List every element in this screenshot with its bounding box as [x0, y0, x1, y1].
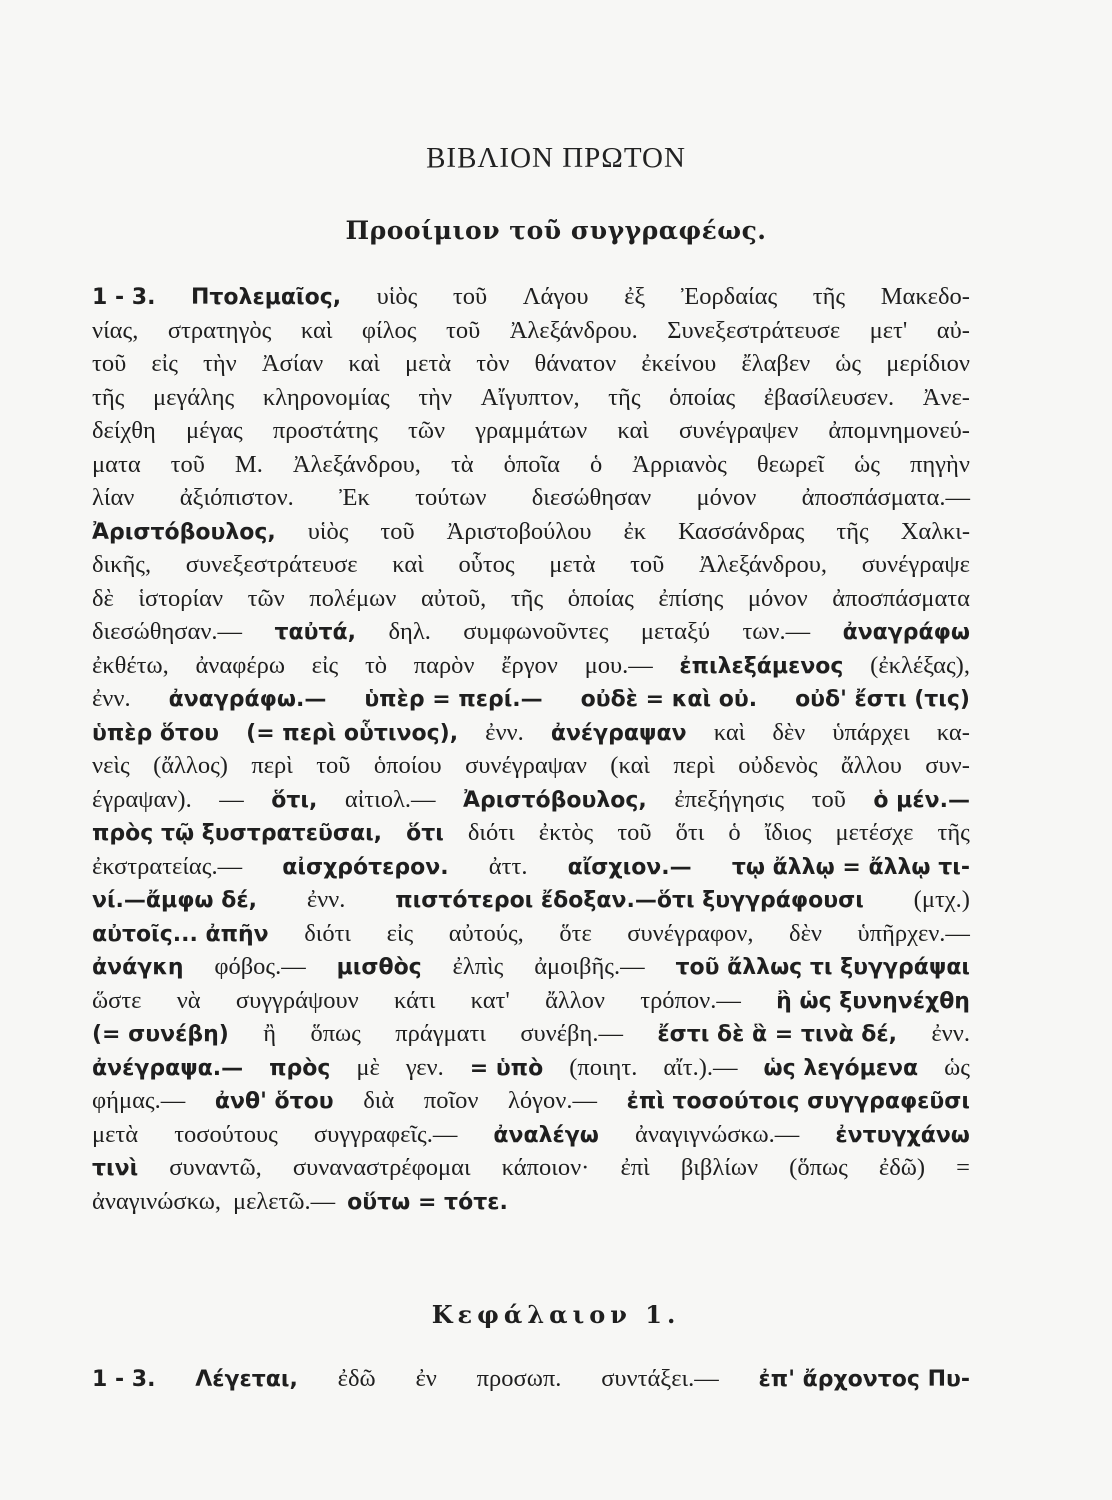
word: ἐπεξήγησις: [674, 785, 785, 813]
lemma-term: αἰσχρότερον.: [282, 854, 449, 880]
word: έγραψαν).: [92, 785, 192, 813]
word: τὸν: [476, 350, 510, 377]
word: (ὅπως: [789, 1154, 848, 1181]
word: τὴν: [203, 350, 237, 377]
word: συν-: [925, 752, 970, 779]
word: κληρονομίας: [262, 383, 390, 411]
word: ἀναφέρω: [195, 651, 285, 679]
text-line: [92, 1185, 970, 1219]
word: ὅτε: [559, 919, 592, 947]
word: ἄλλον: [545, 986, 605, 1014]
word: ἐκείνου: [641, 350, 717, 377]
word: μετέσχε: [835, 819, 914, 846]
word: ἴδιος: [764, 819, 812, 846]
word: τὰ: [450, 450, 474, 478]
lemma-term: ἐπ' ἄρχοντος Πυ-: [758, 1367, 970, 1392]
word: κάτι: [393, 986, 436, 1014]
word: Ἀριστοβούλου: [446, 517, 592, 545]
lemma-term: πρὸς τῷ ξυστρατεῦσαι,: [92, 821, 382, 846]
word: τοσούτους: [174, 1120, 278, 1148]
text-line: [92, 682, 970, 716]
text-line: [92, 984, 970, 1018]
word: τοῦ: [380, 517, 415, 545]
word: καὶ: [300, 316, 333, 344]
word: μου.—: [584, 651, 653, 679]
word: των.—: [742, 618, 811, 645]
word: εἰς: [386, 919, 414, 947]
word: ὁποίου: [373, 752, 442, 779]
text-line: [92, 950, 970, 984]
word: ὡς: [854, 450, 880, 478]
text-line: [92, 414, 970, 448]
lemma-term: Ἀριστόβουλος,: [463, 787, 647, 813]
text-line: [92, 615, 970, 649]
word: τὸ: [364, 651, 388, 679]
word: ἀναγινώσκω,: [92, 1187, 221, 1215]
chapter-title: Κεφάλαιον 1.: [431, 1300, 681, 1329]
word: γεν.: [405, 1053, 444, 1081]
word: τῆς: [812, 283, 846, 310]
word: τοῦ: [630, 551, 665, 578]
word: περὶ: [673, 752, 715, 779]
word: προστάτης: [272, 417, 378, 444]
word: ἱστορίαν: [138, 584, 224, 612]
word: αἰτιολ.—: [344, 785, 436, 813]
word: αὐ-: [936, 316, 970, 344]
word: τῆς: [608, 383, 641, 411]
word: τῶν: [247, 584, 285, 612]
word: συνέγραφον,: [627, 919, 754, 947]
word: τοῦ: [445, 316, 481, 344]
word: στρατηγὸς: [167, 316, 272, 344]
word: Ἀρριανὸς: [632, 450, 727, 478]
word: πράγματι: [395, 1020, 486, 1047]
word: θάνατον: [534, 350, 617, 377]
word: Κασσάνδρας: [678, 517, 805, 545]
lemma-term: νί.—ἄμφω δέ,: [92, 888, 257, 913]
lemma-term: ὁ μέν.—: [873, 787, 970, 813]
word: ἢ: [263, 1020, 277, 1047]
lemma-term: αἴσχιον.—: [567, 854, 692, 880]
word: Ἀλεξάνδρου,: [292, 450, 421, 478]
lemma-term: πρὸς: [269, 1055, 331, 1081]
word: ἐκτὸς: [538, 819, 594, 846]
text-line: [92, 481, 970, 515]
word: ὅτι: [675, 819, 705, 846]
word: συνέγραψε: [861, 551, 970, 578]
word: ἀναγιγνώσκω.—: [635, 1120, 800, 1148]
word: τῆς: [510, 584, 544, 612]
word: διεσώθησαν: [531, 484, 652, 511]
word: μόνον: [696, 484, 757, 511]
word: μετὰ: [92, 1120, 139, 1148]
text-line: [92, 1151, 970, 1185]
word: ὁποίας: [669, 383, 736, 411]
word: Αἴγυπτον,: [480, 383, 580, 411]
word: φίλος: [361, 316, 417, 344]
word: συνεξεστράτευσε: [185, 551, 358, 578]
word: ἐλπὶς: [452, 953, 504, 980]
word: περὶ: [251, 752, 293, 779]
word: (ἐκλέξας),: [870, 651, 970, 679]
text-line: [92, 816, 970, 850]
word: τοῦ: [617, 819, 652, 846]
word: τῆς: [92, 383, 125, 411]
word: τῆς: [937, 819, 970, 846]
word: Ἀνε-: [922, 383, 970, 411]
lemma-term: ἐντυγχάνω: [835, 1122, 970, 1148]
word: ἐνν.: [306, 886, 346, 913]
word: Ἀλεξάνδρου,: [698, 551, 828, 578]
word: (μτχ.): [913, 886, 970, 913]
lemma-term: ὡς λεγόμενα: [763, 1055, 919, 1081]
text-line: [92, 381, 970, 415]
lemma-term: αὐτοῖς... ἀπῆν: [92, 921, 269, 947]
word: τοῦ: [170, 450, 205, 478]
lemma-term: ταὐτά,: [274, 620, 357, 645]
word: θεωρεῖ: [756, 450, 825, 478]
word: διὰ: [363, 1087, 395, 1114]
word: πηγὴν: [910, 450, 970, 478]
word: μερίδιον: [886, 350, 970, 377]
word: ἐβασίλευσεν.: [763, 383, 895, 411]
word: καὶ: [713, 718, 746, 746]
word: ἐδῶ): [878, 1154, 926, 1181]
word: ἐνν.: [92, 685, 131, 712]
word: συγγράψουν: [235, 986, 359, 1014]
word: ἐνν.: [485, 718, 524, 746]
lemma-term: Λέγεται,: [195, 1367, 298, 1392]
word: ὡς: [944, 1053, 970, 1081]
word: συνέβη.—: [520, 1020, 623, 1047]
preface-title: Προοίμιον τοῦ συγγραφέως.: [345, 216, 767, 245]
word: καὶ: [392, 551, 424, 578]
word: ἀπομνημονεύ-: [828, 417, 970, 444]
word: μετὰ: [549, 551, 596, 578]
lemma-term: ἀναγράφω.—: [168, 687, 327, 712]
lemma-term: οὕτω = τότε.: [347, 1189, 508, 1215]
word: δηλ.: [388, 618, 431, 645]
word: τοῦ: [811, 785, 846, 813]
word: συνέγραψεν: [679, 417, 799, 444]
word: ἐνν.: [931, 1020, 970, 1047]
word: ὑπῆρχεν.—: [857, 919, 970, 947]
word: γραμμάτων: [475, 417, 588, 444]
text-line: [92, 280, 970, 314]
word: τῆς: [836, 517, 869, 545]
lemma-term: τῳ ἄλλῳ = ἄλλῳ τι-: [731, 854, 970, 880]
word: δὲ: [92, 584, 114, 612]
lemma-term: ὑπὲρ = περί.—: [364, 687, 543, 712]
lemma-term: ἔστι δὲ ἃ = τινὰ δέ,: [657, 1022, 897, 1047]
word: ὑπάρχει: [832, 718, 910, 746]
word: βιβλίων: [680, 1154, 759, 1181]
lemma-term: ἢ ὡς ξυνηνέχθη: [776, 988, 970, 1014]
word: ἔργον: [501, 651, 558, 679]
lemma-term: ἀνθ' ὅτου: [214, 1089, 334, 1114]
word: λόγον.—: [508, 1087, 597, 1114]
word: φόβος.—: [214, 953, 306, 980]
word: δείχθη: [92, 417, 156, 444]
word: αὐτοῦ,: [420, 584, 487, 612]
lemma-term: Πτολεμαῖος,: [190, 285, 342, 310]
text-line: [92, 1118, 970, 1152]
word: τρόπον.—: [640, 986, 741, 1014]
word: =: [956, 1154, 970, 1181]
lemma-term: 1 - 3.: [92, 1367, 156, 1392]
word: Συνεξεστράτευσε: [667, 316, 841, 344]
lemma-term: οὐδ' ἔστι (τις): [795, 687, 970, 712]
word: υἱὸς: [307, 517, 349, 545]
lemma-term: Ἀριστόβουλος,: [92, 519, 276, 545]
word: μόνον: [747, 584, 808, 612]
word: τὴν: [418, 383, 453, 411]
word: Μακεδο-: [880, 283, 970, 310]
text-line: [92, 716, 970, 750]
word: συναντῶ,: [169, 1154, 262, 1181]
text-line: [92, 649, 970, 683]
word: ἀττ.: [488, 852, 528, 880]
lemma-term: πιστότεροι ἔδοξαν.—ὅτι ξυγγράφουσι: [395, 888, 864, 913]
lemma-term: ὅτι: [406, 821, 444, 846]
lemma-term: οὐδὲ = καὶ οὐ.: [580, 687, 758, 712]
word: Ἐκ: [339, 484, 370, 511]
word: Χαλκι-: [900, 517, 970, 545]
word: καὶ: [348, 350, 380, 377]
word: διεσώθησαν.—: [92, 618, 243, 645]
lemma-term: 1 - 3.: [92, 285, 156, 310]
text-line: [92, 448, 970, 482]
text-line: [92, 1362, 970, 1396]
word: μετ': [869, 316, 908, 344]
word: εἰς: [151, 350, 178, 377]
word: συνέγραψαν: [465, 752, 587, 779]
word: φήμας.—: [92, 1087, 186, 1114]
word: Μ.: [234, 450, 263, 478]
word: ὥστε: [92, 986, 142, 1014]
word: τοῦ: [316, 752, 351, 779]
lemma-term: ἀνέγραψα.—: [92, 1055, 244, 1081]
book-title: ΒΙΒΛΙΟΝ ΠΡΩΤΟΝ: [426, 142, 686, 174]
text-line: [92, 347, 970, 381]
lemma-term: ἐπιλεξάμενος: [679, 653, 844, 679]
text-line: [92, 1084, 970, 1118]
lemma-term: τοῦ ἄλλως τι ξυγγράψαι: [675, 955, 970, 980]
lemma-term: (= συνέβη): [92, 1022, 229, 1047]
word: λίαν: [92, 484, 135, 511]
word: οὗτος: [458, 551, 515, 578]
word: Ἀσίαν: [261, 350, 324, 377]
text-line: [92, 1017, 970, 1051]
word: κατ': [470, 986, 510, 1014]
word: ἄλλου: [840, 752, 902, 779]
word: ὁποῖα: [503, 450, 560, 478]
word: ὅπως: [310, 1020, 361, 1047]
word: (ποιητ.: [569, 1053, 638, 1081]
word: διότι: [304, 919, 352, 947]
word: Ἐορδαίας: [680, 283, 778, 310]
word: τοῦ: [92, 350, 127, 377]
word: (ἄλλος): [153, 752, 228, 779]
word: κάποιον·: [501, 1154, 590, 1181]
word: κα-: [936, 718, 970, 746]
word: ἐκ: [623, 517, 647, 545]
word: ἐκστρατείας.—: [92, 852, 243, 880]
word: ὁ: [728, 819, 741, 846]
word: μεγάλης: [152, 383, 235, 411]
word: ἐν: [415, 1365, 437, 1392]
word: ἐπίσης: [658, 584, 724, 612]
word: καὶ: [617, 417, 649, 444]
text-line: [92, 850, 970, 884]
lemma-term: ἀνάγκη: [92, 955, 184, 980]
word: ἀξιόπιστον.: [179, 484, 294, 511]
lemma-term: μισθὸς: [336, 955, 422, 980]
word: μὲ: [356, 1053, 380, 1081]
word: ἀμοιβῆς.—: [534, 953, 645, 980]
word: τῶν: [408, 417, 446, 444]
lemma-term: ἀναγράφω: [842, 620, 970, 645]
text-line: [92, 749, 970, 783]
word: συναναστρέφομαι: [292, 1154, 471, 1181]
word: συγγραφεῖς.—: [313, 1120, 458, 1148]
text-line: [92, 783, 970, 817]
word: ματα: [92, 450, 141, 478]
word: ἐκθέτω,: [92, 651, 169, 679]
text-line: [92, 1051, 970, 1085]
word: τοῦ: [452, 283, 488, 310]
word: ἀποσπάσματα: [832, 584, 970, 612]
text-line: [92, 883, 970, 917]
word: νεὶς: [92, 752, 130, 779]
word: ποῖον: [423, 1087, 479, 1114]
word: συμφωνοῦντες: [463, 618, 609, 645]
word: εἰς: [311, 651, 339, 679]
word: ὁποίας: [567, 584, 634, 612]
word: οὐδενὸς: [738, 752, 818, 779]
word: δὲν: [789, 919, 822, 947]
lemma-term: ὅτι,: [271, 787, 318, 813]
word: ἐδῶ: [337, 1365, 376, 1392]
word: ὁ: [589, 450, 603, 478]
word: ἐξ: [624, 283, 646, 310]
word: διότι: [467, 819, 515, 846]
word: νίας,: [92, 316, 139, 344]
word: τούτων: [415, 484, 487, 511]
lemma-term: τινὶ: [92, 1156, 139, 1181]
lemma-term: ἀνέγραψαν: [550, 720, 687, 746]
word: προσωπ.: [476, 1365, 562, 1392]
lemma-term: (= περὶ οὗτινος),: [246, 720, 459, 746]
word: αὐτούς,: [448, 919, 524, 947]
text-line: [92, 515, 970, 549]
word: ὡς: [835, 350, 862, 377]
text-line: [92, 548, 970, 582]
word: παρὸν: [413, 651, 475, 679]
word: μελετῶ.—: [232, 1187, 336, 1215]
lemma-term: ἐπὶ τοσούτοις συγγραφεῦσι: [626, 1089, 970, 1114]
word: Λάγου: [522, 283, 589, 310]
word: ἐπὶ: [620, 1154, 650, 1181]
lemma-term: ἀναλέγω: [493, 1122, 599, 1148]
word: αἴτ.).—: [663, 1053, 738, 1081]
preface-commentary: [92, 280, 970, 1218]
word: υἱὸς: [376, 283, 418, 310]
word: νὰ: [176, 986, 201, 1014]
text-line: [92, 314, 970, 348]
word: (καὶ: [610, 752, 651, 779]
word: μέγας: [185, 417, 243, 444]
word: Ἀλεξάνδρου.: [509, 316, 638, 344]
word: συντάξει.—: [601, 1365, 719, 1392]
text-line: [92, 582, 970, 616]
word: μεταξύ: [640, 618, 711, 645]
lemma-term: ὑπὲρ ὅτου: [92, 720, 220, 746]
word: πολέμων: [309, 584, 397, 612]
word: ἀποσπάσματα.—: [801, 484, 970, 511]
text-line: [92, 917, 970, 951]
word: —: [219, 785, 244, 813]
word: μετὰ: [405, 350, 452, 377]
word: δὲν: [772, 718, 806, 746]
word: δικῆς,: [92, 551, 152, 578]
word: ἔλαβεν: [741, 350, 811, 377]
chapter-commentary: [92, 1362, 970, 1396]
lemma-term: = ὑπὸ: [469, 1055, 544, 1081]
